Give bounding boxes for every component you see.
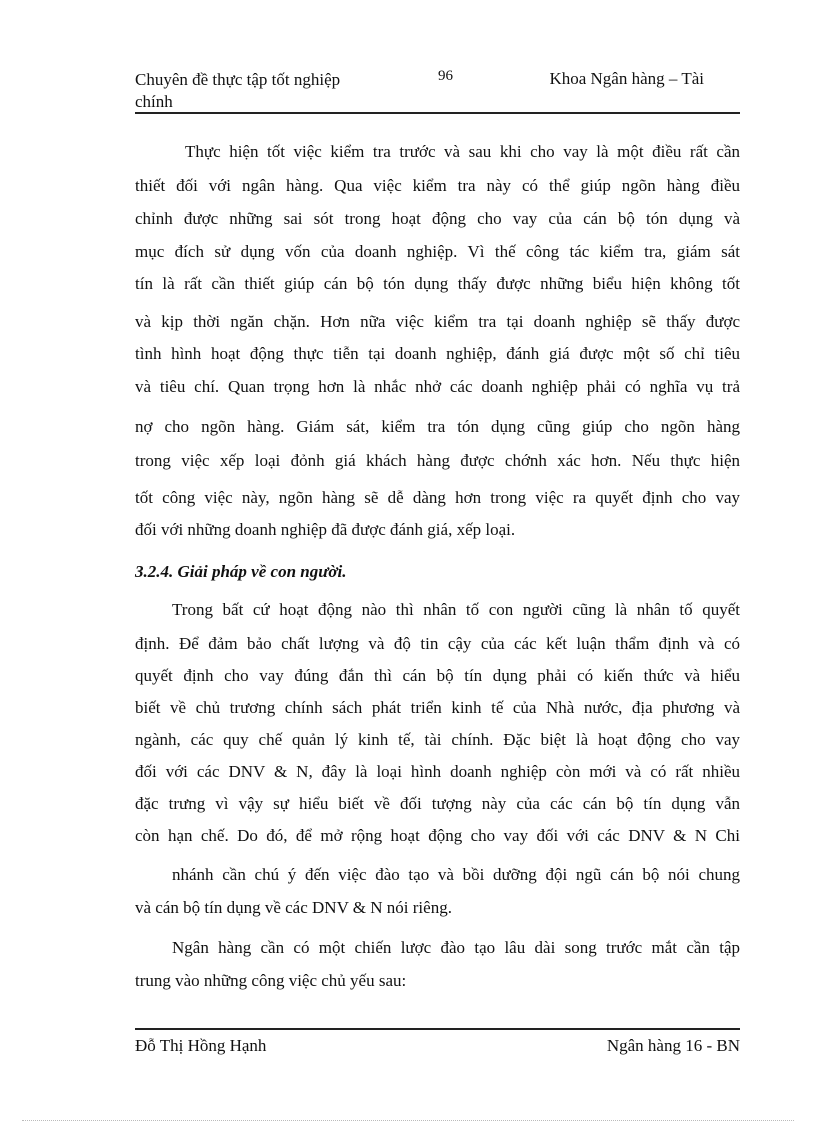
text-line: nhánh cần chú ý đến việc đào tạo và bồi dưỡng đội ngũ cán bộ nói chung [172,865,740,884]
header-title-line1: Chuyên đề thực tập tốt nghiệp [135,70,341,89]
text-line: Trong bất cứ hoạt động nào thì nhân tố con người cũng là nhân tố quyết [172,600,740,619]
header-document-title [135,69,340,113]
text-line: nợ cho ngõn hàng. Giám sát, kiểm tra tón dụng cũng giúp cho ngõn hàng [135,417,740,436]
text-line: quyết định cho vay đúng đắn thì cán bộ tín dụng phải có kiến thức và hiểu [135,666,740,685]
text-line: Ngân hàng cần có một chiến lược đào tạo lâu dài song trước mắt cần tập [172,938,740,957]
text-line: đối với những doanh nghiệp đã được đánh giá, xếp loại. [135,520,516,539]
text-line: thiết đối với ngân hàng. Qua việc kiểm tra này có thể giúp ngõn hàng điều [135,176,740,195]
text-line: trong việc xếp loại đỏnh giá khách hàng được chớnh xác hơn. Nếu thực hiện [135,451,740,470]
text-line: mục đích sử dụng vốn của doanh nghiệp. Vì thế công tác kiểm tra, giám sát [135,242,740,261]
text-line: Thực hiện tốt việc kiểm tra trước và sau khi cho vay là một điều rất cần [185,142,740,161]
text-line: biết về chủ trương chính sách phát triển kinh tế của Nhà nước, địa phương và [135,698,740,717]
text-line: và cán bộ tín dụng về các DNV & N nói riêng. [135,898,452,917]
section-heading: 3.2.4. Giải pháp về con người. [135,562,347,581]
text-line: chỉnh được những sai sót trong hoạt động cho vay của cán bộ tón dụng và [135,209,740,228]
text-line: đối với các DNV & N, đây là loại hình doanh nghiệp còn mới và có rất nhiều [135,762,740,781]
page-bottom-border [22,1120,794,1121]
page-footer [135,1028,740,1055]
header-faculty: Khoa Ngân hàng – Tài [549,69,704,88]
text-line: và tiêu chí. Quan trọng hơn là nhắc nhở các doanh nghiệp phải có nghĩa vụ trả [135,377,740,396]
text-line: định. Để đảm bảo chất lượng và độ tin cậy của các kết luận thẩm định và có [135,634,740,653]
text-line: và kịp thời ngăn chặn. Hơn nữa việc kiểm tra tại doanh nghiệp sẽ thấy được [135,312,740,331]
footer-class: Ngân hàng 16 - BN [606,1036,740,1055]
text-line: đặc trưng vì vậy sự hiểu biết về đối tượng này của các cán bộ tín dụng vẫn [135,794,740,813]
text-line: tốt công việc này, ngõn hàng sẽ dễ dàng hơn trong việc ra quyết định cho vay [135,488,740,507]
text-line: tình hình hoạt động thực tiễn tại doanh nghiệp, đánh giá được một số chỉ tiêu [135,344,740,363]
page-header [135,66,740,114]
text-line: ngành, các quy chế quản lý kinh tế, tài chính. Đặc biệt là hoạt động cho vay [135,730,740,749]
page-number: 96 [438,68,453,84]
text-line: còn hạn chế. Do đó, để mở rộng hoạt động cho vay đối với các DNV & N Chi [135,826,740,845]
footer-author: Đỗ Thị Hồng Hạnh [135,1036,267,1055]
text-line: trung vào những công việc chủ yếu sau: [135,971,407,990]
text-line: tín là rất cần thiết giúp cán bộ tón dụng thấy được những biểu hiện không tốt [135,274,740,293]
header-title-line2: chính [135,92,173,111]
